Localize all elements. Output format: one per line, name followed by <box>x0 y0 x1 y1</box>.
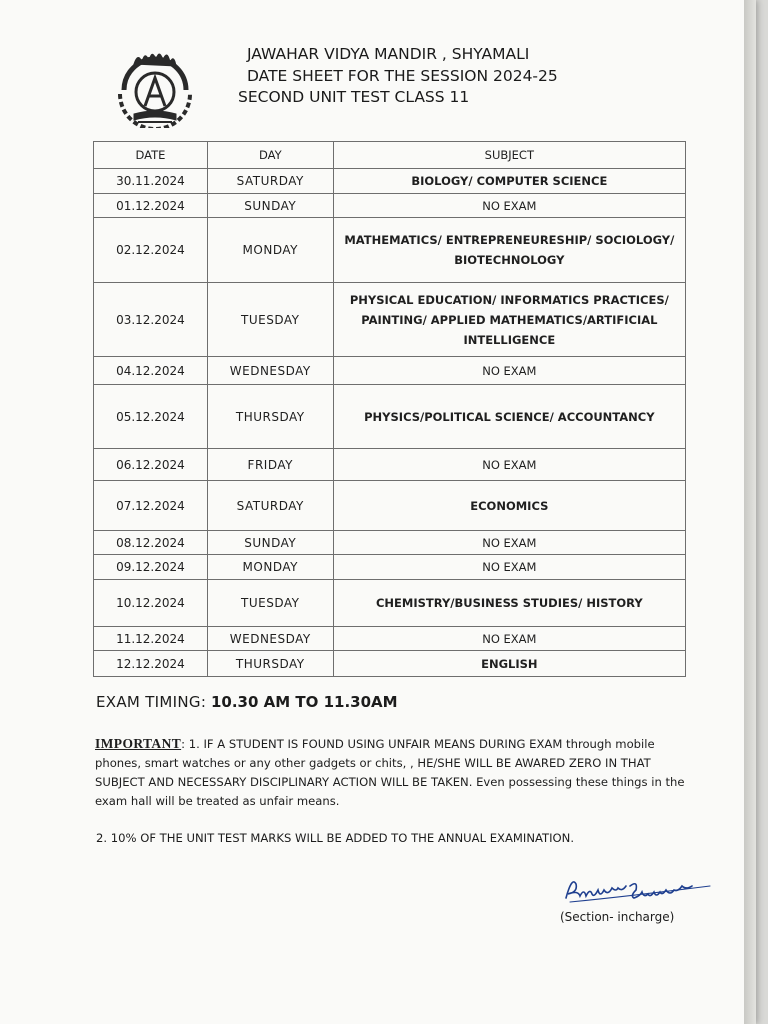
signatory-role: (Section- incharge) <box>560 910 675 924</box>
column-header-subject: SUBJECT <box>333 142 685 169</box>
school-name: JAWAHAR VIDYA MANDIR , SHYAMALI <box>247 45 530 63</box>
test-title: SECOND UNIT TEST CLASS 11 <box>238 88 470 106</box>
table-row <box>94 194 686 218</box>
subject-cell: ENGLISH <box>333 651 685 677</box>
date-cell: 08.12.2024 <box>94 531 208 555</box>
date-sheet-table <box>93 141 686 677</box>
column-header-date: DATE <box>94 142 208 169</box>
day-cell: SUNDAY <box>207 531 333 555</box>
date-cell: 02.12.2024 <box>94 218 208 283</box>
subject-cell: NO EXAM <box>333 449 685 481</box>
table-row <box>94 283 686 357</box>
day-cell: TUESDAY <box>207 283 333 357</box>
signature-icon <box>560 872 720 912</box>
date-cell: 01.12.2024 <box>94 194 208 218</box>
exam-timing-value: 10.30 AM TO 11.30AM <box>210 693 398 711</box>
date-cell: 03.12.2024 <box>94 283 208 357</box>
subject-cell: BIOLOGY/ COMPUTER SCIENCE <box>333 169 685 194</box>
table-row <box>94 481 686 531</box>
day-cell: MONDAY <box>207 218 333 283</box>
column-header-day: DAY <box>207 142 333 169</box>
date-cell: 05.12.2024 <box>94 385 208 449</box>
table-row <box>94 651 686 677</box>
table-row <box>94 218 686 283</box>
date-cell: 30.11.2024 <box>94 169 208 194</box>
date-cell: 09.12.2024 <box>94 555 208 580</box>
date-cell: 07.12.2024 <box>94 481 208 531</box>
table-header-row <box>94 142 686 169</box>
date-cell: 06.12.2024 <box>94 449 208 481</box>
subject-cell: NO EXAM <box>333 531 685 555</box>
important-point-2: 2. 10% OF THE UNIT TEST MARKS WILL BE ADDED TO THE ANNUAL EXAMINATION. <box>96 831 575 845</box>
day-cell: THURSDAY <box>207 651 333 677</box>
date-cell: 11.12.2024 <box>94 627 208 651</box>
page-edge-shadow <box>744 0 756 1024</box>
subject-cell: NO EXAM <box>333 357 685 385</box>
day-cell: SATURDAY <box>207 481 333 531</box>
table-row <box>94 385 686 449</box>
subject-cell: NO EXAM <box>333 555 685 580</box>
table-row <box>94 555 686 580</box>
important-title: IMPORTANT <box>95 736 182 751</box>
date-cell: 04.12.2024 <box>94 357 208 385</box>
table-row <box>94 449 686 481</box>
table-row <box>94 531 686 555</box>
day-cell: WEDNESDAY <box>207 357 333 385</box>
day-cell: SUNDAY <box>207 194 333 218</box>
date-cell: 12.12.2024 <box>94 651 208 677</box>
document-header <box>238 44 658 109</box>
date-cell: 10.12.2024 <box>94 580 208 627</box>
exam-timing <box>96 693 398 711</box>
table-row <box>94 580 686 627</box>
subject-cell: MATHEMATICS/ ENTREPRENEURESHIP/ SOCIOLOGY/ BIOTECHNOLOGY <box>333 218 685 283</box>
table-row <box>94 169 686 194</box>
subject-cell: PHYSICS/POLITICAL SCIENCE/ ACCOUNTANCY <box>333 385 685 449</box>
day-cell: FRIDAY <box>207 449 333 481</box>
school-logo-icon <box>112 44 198 128</box>
table-row <box>94 627 686 651</box>
important-point-1: : 1. IF A STUDENT IS FOUND USING UNFAIR MEANS DURING EXAM through mobile phones, smart watches or any other gadgets or chits, , HE/SHE WILL BE AWARED ZERO IN THAT SUBJECT AND NECESSARY DISCIPLINARY ACTION WILL BE TAKEN. Even possessing these things in the exam hall will be treated as unfair means. <box>95 737 685 808</box>
day-cell: TUESDAY <box>207 580 333 627</box>
subject-cell: PHYSICAL EDUCATION/ INFORMATICS PRACTICES/ PAINTING/ APPLIED MATHEMATICS/ARTIFICIAL INTELLIGENCE <box>333 283 685 357</box>
subject-cell: NO EXAM <box>333 194 685 218</box>
day-cell: MONDAY <box>207 555 333 580</box>
exam-timing-label: EXAM TIMING: <box>96 693 207 711</box>
important-note <box>95 734 695 811</box>
day-cell: WEDNESDAY <box>207 627 333 651</box>
subject-cell: CHEMISTRY/BUSINESS STUDIES/ HISTORY <box>333 580 685 627</box>
subject-cell: NO EXAM <box>333 627 685 651</box>
day-cell: SATURDAY <box>207 169 333 194</box>
table-row <box>94 357 686 385</box>
day-cell: THURSDAY <box>207 385 333 449</box>
subject-cell: ECONOMICS <box>333 481 685 531</box>
session-title: DATE SHEET FOR THE SESSION 2024-25 <box>247 66 558 85</box>
